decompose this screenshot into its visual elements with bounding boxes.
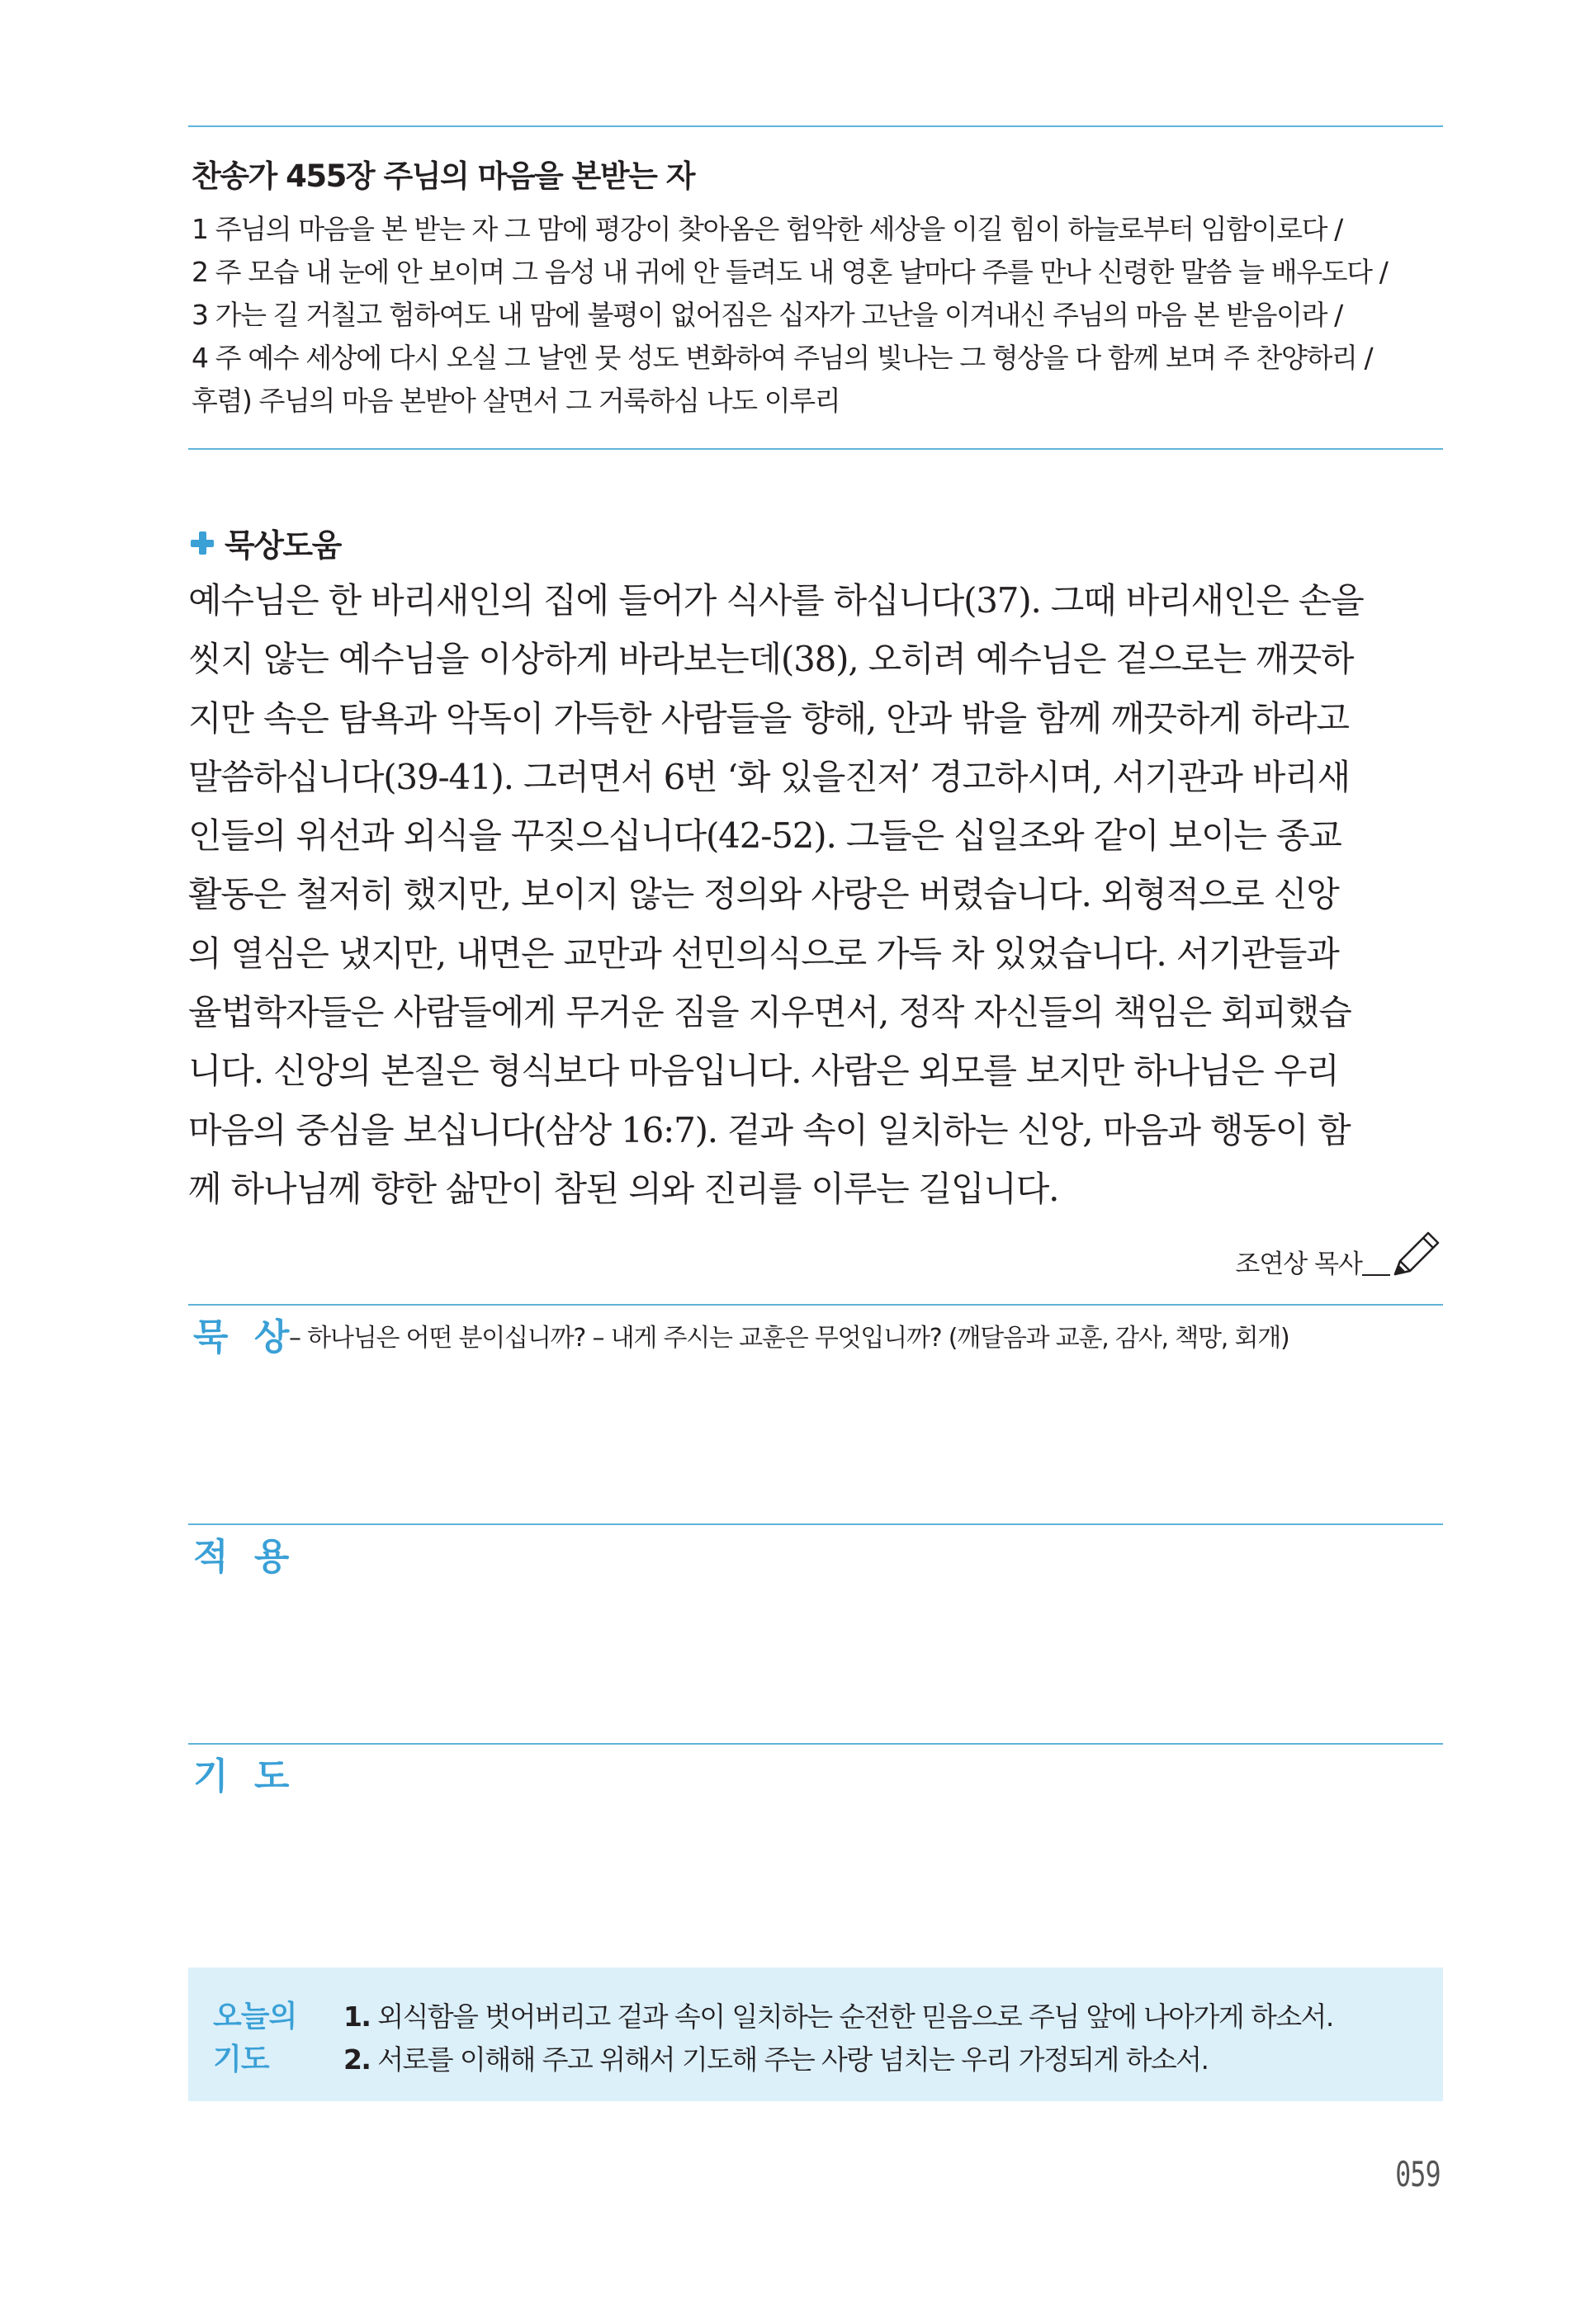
meditation-help-body [188, 571, 1443, 1218]
body-line: 말씀하십니다(39-41). 그러면서 6번 ‘화 있을진저’ 경고하시며, 서기관과 바리새 [188, 756, 1351, 797]
body-line: 활동은 철저히 했지만, 보이지 않는 정의와 사랑은 버렸습니다. 외형적으로 신앙 [188, 874, 1339, 915]
prayer-item [343, 1996, 1333, 2038]
body-line: 의 열심은 냈지만, 내면은 교만과 선민의식으로 가득 차 있었습니다. 서기관들과 [188, 933, 1339, 974]
hymn-verse-1: 1 주님의 마음을 본 받는 자 그 맘에 평강이 찾아옴은 험악한 세상을 이길 힘이 하늘로부터 임함이로다 / [192, 213, 1342, 245]
application-label: 적 용 [193, 1536, 296, 1578]
prayer-item-number: 1. [343, 2000, 371, 2033]
body-line: 씻지 않는 예수님을 이상하게 바라보는데(38), 오히려 예수님은 겉으로는 깨끗하 [188, 639, 1354, 680]
meditation-questions: – 하나님은 어떤 분이십니까? – 내게 주시는 교훈은 무엇입니까? (깨달음과 교훈, 감사, 책망, 회개) [289, 1324, 1289, 1353]
prayer-item-number: 2. [343, 2043, 371, 2076]
application-rule [188, 1523, 1443, 1525]
today-prayer-label-line2: 기도 [213, 2043, 269, 2076]
top-rule [188, 125, 1443, 127]
body-line: 마음의 중심을 보십니다(삼상 16:7). 겉과 속이 일치하는 신앙, 마음과 행동이 함 [188, 1109, 1351, 1150]
prayer-label: 기 도 [193, 1755, 296, 1797]
hymn-title: 찬송가 455장 주님의 마음을 본받는 자 [192, 158, 695, 194]
hymn-verse-4: 4 주 예수 세상에 다시 오실 그 날엔 뭇 성도 변화하여 주님의 빛나는 그 형상을 다 함께 보며 주 찬양하리 / [192, 342, 1373, 374]
meditation-help-heading [190, 520, 341, 565]
body-line: 예수님은 한 바리새인의 집에 들어가 식사를 하십니다(37). 그때 바리새인은 손을 [188, 580, 1364, 621]
today-prayer-label [213, 1996, 296, 2081]
page-number: 059 [1395, 2154, 1441, 2194]
prayer-item [343, 2038, 1333, 2081]
prayer-item-text: 서로를 이해해 주고 위해서 기도해 주는 사랑 넘치는 우리 가정되게 하소서. [377, 2043, 1209, 2076]
author-name: 조연상 목사 [1235, 1249, 1362, 1279]
hymn-verse-2: 2 주 모습 내 눈에 안 보이며 그 음성 내 귀에 안 들려도 내 영혼 날마다 주를 만나 신령한 말씀 늘 배우도다 / [192, 256, 1388, 288]
today-prayer-label-line1: 오늘의 [213, 2000, 297, 2034]
hymn-chorus: 후렴) 주님의 마음 본받아 살면서 그 거룩하심 나도 이루리 [192, 385, 840, 417]
body-line: 께 하나님께 향한 삶만이 참된 의와 진리를 이루는 길입니다. [188, 1168, 1059, 1209]
body-line: 지만 속은 탐욕과 악독이 가득한 사람들을 향해, 안과 밖을 함께 깨끗하게 하라고 [188, 697, 1349, 739]
hymn-bottom-rule [188, 448, 1443, 450]
body-line: 인들의 위선과 외식을 꾸짖으십니다(42-52). 그들은 십일조와 같이 보이는 종교 [188, 815, 1341, 857]
today-prayer-box [188, 1967, 1443, 2101]
prayer-rule [188, 1743, 1443, 1745]
meditation-label: 묵 상 [193, 1316, 296, 1358]
today-prayer-list [343, 1996, 1333, 2081]
meditation-help-label: 묵상도움 [225, 527, 341, 564]
hymn-block [192, 152, 1438, 423]
meditation-rule [188, 1304, 1443, 1306]
hymn-verse-3: 3 가는 길 거칠고 험하여도 내 맘에 불평이 없어짐은 십자가 고난을 이겨내신 주님의 마음 본 받음이라 / [192, 299, 1342, 331]
prayer-item-text: 외식함을 벗어버리고 겉과 속이 일치하는 순전한 믿음으로 주님 앞에 나아가게 하소서. [377, 2000, 1333, 2033]
body-line: 율법학자들은 사람들에게 무거운 짐을 지우면서, 정작 자신들의 책임은 회피했습 [188, 992, 1351, 1033]
body-line: 니다. 신앙의 본질은 형식보다 마음입니다. 사람은 외모를 보지만 하나님은 우리 [188, 1051, 1339, 1092]
pencil-icon [1390, 1228, 1443, 1281]
plus-icon [190, 531, 215, 555]
author-underline [1362, 1274, 1390, 1276]
author-signature [1235, 1228, 1443, 1281]
